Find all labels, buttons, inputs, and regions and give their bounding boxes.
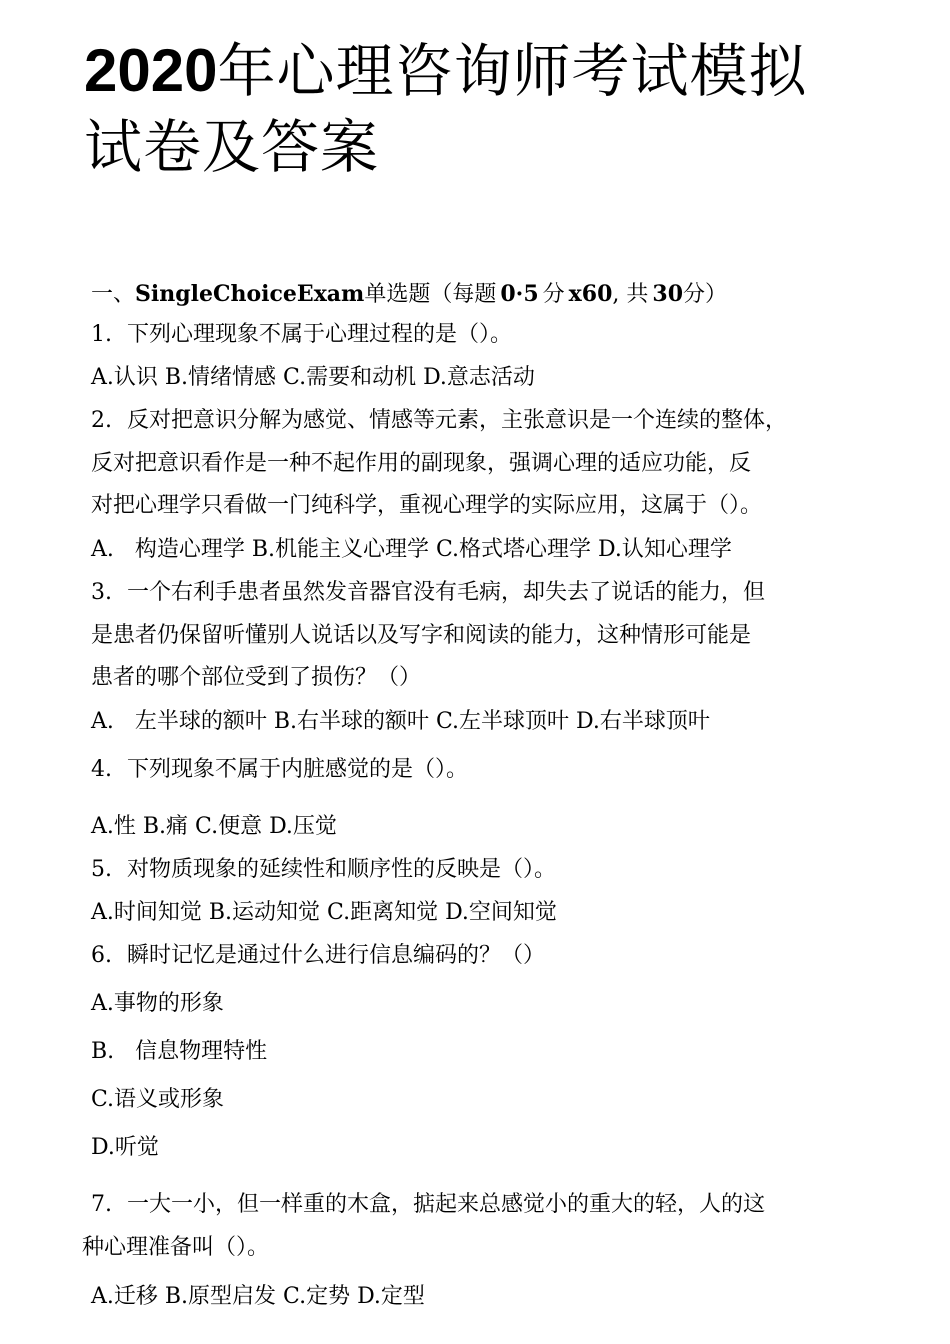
question-6-option-a: A.事物的形象 <box>91 991 224 1016</box>
question-6-option-c: C.语义或形象 <box>91 1087 225 1112</box>
section-total: 30 <box>652 281 684 307</box>
question-3-options: A. 左半球的额叶 B.右半球的额叶 C.左半球顶叶 D.右半球顶叶 <box>91 709 710 734</box>
question-text: 一个右利手患者虽然发音器官没有毛病，却失去了说话的能力，但 <box>127 580 766 605</box>
question-6-option-d: D.听觉 <box>91 1135 159 1160</box>
question-2-stem <box>91 406 787 436</box>
question-text: 瞬时记忆是通过什么进行信息编码的？（） <box>127 943 546 968</box>
question-number: 4. <box>91 757 112 782</box>
title-text: 年心理咨询师考试模拟 <box>217 37 808 105</box>
section-name: SingleChoiceExam <box>135 281 365 307</box>
question-number: 7. <box>91 1192 112 1217</box>
question-4-options: A.性 B.痛 C.便意 D.压觉 <box>91 814 337 839</box>
question-text: 下列心理现象不属于心理过程的是（）。 <box>127 322 513 347</box>
question-1-stem <box>91 320 512 350</box>
question-2-stem-line-3: 对把心理学只看做一门纯科学，重视心理学的实际应用，这属于（）。 <box>91 493 763 518</box>
question-5-options: A.时间知觉 B.运动知觉 C.距离知觉 D.空间知觉 <box>91 900 557 925</box>
section-total-prefix: , 共 <box>612 282 649 307</box>
section-count: x60 <box>568 281 613 307</box>
question-number: 6. <box>91 943 112 968</box>
question-1-options: A.认识 B.情绪情感 C.需要和动机 D.意志活动 <box>91 365 535 390</box>
question-text: 下列现象不属于内脏感觉的是（）。 <box>127 757 469 782</box>
section-heading <box>91 279 727 310</box>
question-6-stem <box>91 941 545 971</box>
title-year: 2020 <box>84 37 218 104</box>
question-2-stem-line-2: 反对把意识看作是一种不起作用的副现象，强调心理的适应功能，反 <box>91 451 752 476</box>
question-4-stem <box>91 755 468 785</box>
document-title-line-2: 试卷及答案 <box>84 113 380 181</box>
question-7-stem <box>91 1190 765 1220</box>
question-text: 一大一小，但一样重的木盒，掂起来总感觉小的重大的轻，人的这 <box>127 1192 766 1217</box>
question-7-options: A.迁移 B.原型启发 C.定势 D.定型 <box>91 1284 425 1309</box>
section-score: 0·5 <box>500 281 539 307</box>
question-5-stem <box>91 855 556 885</box>
question-text: 对物质现象的延续性和顺序性的反映是（）。 <box>127 857 557 882</box>
question-number: 3. <box>91 580 112 605</box>
question-number: 2. <box>91 408 112 433</box>
question-3-stem-line-3: 患者的哪个部位受到了损伤？（） <box>91 665 422 690</box>
document-title-line-1 <box>84 38 808 104</box>
question-3-stem <box>91 578 765 608</box>
question-number: 5. <box>91 857 112 882</box>
section-prefix: 一、 <box>91 282 136 307</box>
question-3-stem-line-2: 是患者仍保留听懂别人说话以及写字和阅读的能力，这种情形可能是 <box>91 623 752 648</box>
question-6-option-b: B. 信息物理特性 <box>91 1039 268 1064</box>
section-unit: 分 <box>542 282 565 307</box>
section-suffix: 分） <box>683 282 728 307</box>
question-7-stem-line-2: 种心理准备叫（）。 <box>82 1235 270 1260</box>
question-text: 反对把意识分解为感觉、情感等元素，主张意识是一个连续的整体， <box>127 408 788 433</box>
section-label: 单选题（每题 <box>364 282 497 307</box>
question-number: 1. <box>91 322 112 347</box>
question-2-options: A. 构造心理学 B.机能主义心理学 C.格式塔心理学 D.认知心理学 <box>91 537 732 562</box>
